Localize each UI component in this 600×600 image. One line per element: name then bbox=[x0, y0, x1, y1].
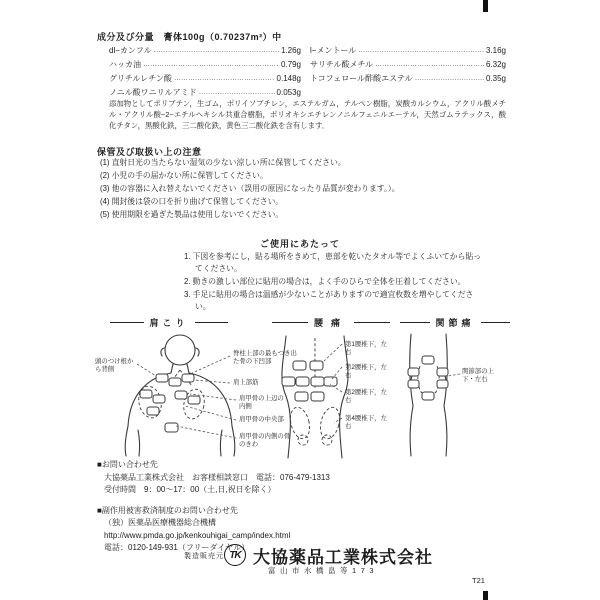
shoulder-label-neck-base: 頭のつけ根から背側 bbox=[95, 358, 134, 373]
shoulder-label-scapula-upper-inner: 肩甲骨の上辺の内側 bbox=[239, 395, 284, 410]
diagram-title-shoulder bbox=[110, 316, 228, 329]
dot-leader bbox=[174, 71, 275, 85]
registration-mark-bottom bbox=[483, 591, 488, 600]
ingredients-heading-text: 成分及び分量 bbox=[97, 32, 155, 42]
joint-label-around-joint: 関節部の上下・左右 bbox=[462, 368, 494, 383]
back-label-l2-inner: 第2腰椎下，左右 bbox=[345, 364, 387, 379]
spacer bbox=[97, 497, 507, 505]
storage-item: (2) 小児の手の届かない所に保管してください。 bbox=[100, 171, 268, 180]
ingredient-name: サリチル酸メチル bbox=[310, 60, 374, 69]
ingredient-row bbox=[109, 85, 301, 99]
storage-item: (4) 開封後は袋の口を折り曲げて保管してください。 bbox=[100, 197, 284, 206]
ingredient-row bbox=[310, 43, 506, 57]
ingredients-column-right bbox=[310, 43, 506, 85]
ingredient-name: dl−カンフル bbox=[109, 46, 152, 55]
storage-item: (5) 使用期限を過ぎた製品は使用しないでください。 bbox=[100, 210, 284, 219]
title-rule bbox=[110, 322, 144, 323]
storage-heading: 保管及び取扱い上の注意 bbox=[97, 147, 202, 157]
title-rule bbox=[400, 322, 430, 323]
pmda-phone-line: 電話：0120-149-931（フリーダイヤル） bbox=[104, 543, 250, 552]
ingredient-amount: 0.148g bbox=[276, 74, 301, 83]
ingredient-row bbox=[109, 57, 301, 71]
diagram-title-joint bbox=[400, 316, 510, 329]
pmda-name-line: （独）医薬品医療機器総合機構 bbox=[104, 518, 216, 527]
ingredient-name: ノニル酸ワニリルアミド bbox=[109, 88, 197, 97]
shoulder-label-scapula-inner-edge: 肩甲骨の内側の骨のきわ bbox=[239, 433, 291, 448]
title-rule bbox=[354, 322, 390, 323]
usage-item: 2. 動きの激しい部位に貼用の場合は，よく手のひらで全体を圧着してください。 bbox=[184, 277, 466, 286]
ingredient-amount: 6.32g bbox=[485, 60, 506, 69]
usage-item: 3. 手足に貼用の場合は温感が少ないことがありますので適宜枚数を増やしてください。 bbox=[184, 290, 474, 311]
contact-section bbox=[97, 459, 507, 555]
usage-list bbox=[184, 251, 484, 314]
tk-logo-text: TK bbox=[229, 549, 241, 561]
ingredient-name: グリチルレチン酸 bbox=[109, 74, 172, 83]
maker-label: 製造販売元 bbox=[184, 553, 224, 560]
usage-heading: ご使用にあたって bbox=[259, 239, 340, 249]
ingredient-amount: 0.053g bbox=[276, 88, 301, 97]
company-name: 大協薬品工業株式会社 bbox=[253, 548, 433, 567]
dot-leader bbox=[415, 71, 484, 85]
contact-company-line: 大協薬品工業株式会社 お客様相談窓口 電話：076-479-1313 bbox=[104, 472, 330, 482]
diagram-title-back bbox=[272, 316, 390, 329]
dot-leader bbox=[154, 43, 279, 57]
contact-hours-line: 受付時間 9：00～17：00（土,日,祝日を除く） bbox=[104, 485, 276, 494]
body-diagrams-svg bbox=[90, 330, 520, 460]
shoulder-label-spine-notch: 脊柱上部の最もつき出た骨の下凹部 bbox=[233, 350, 297, 365]
ingredient-row bbox=[109, 71, 301, 85]
relief-system-heading: ■副作用被害救済制度のお問い合わせ先 bbox=[97, 505, 238, 515]
ingredient-amount: 3.16g bbox=[485, 46, 506, 55]
plate-code: T21 bbox=[472, 576, 485, 585]
company-address: 富山市水橋畠等173 bbox=[268, 566, 379, 575]
ingredient-name: トコフェロール酢酸エステル bbox=[310, 74, 413, 83]
pmda-url-line: http://www.pmda.go.jp/kenkouhigai_camp/index.html bbox=[104, 530, 291, 540]
ingredients-heading-spec: 膏体100g（0.70237m²）中 bbox=[163, 32, 282, 42]
joint-title-text: 関節痛 bbox=[435, 318, 475, 328]
ingredient-name: l−メントール bbox=[310, 46, 357, 55]
shoulder-title-text: 肩こり bbox=[149, 318, 189, 328]
contact-heading: ■お問い合わせ先 bbox=[97, 460, 158, 469]
ingredient-row bbox=[310, 71, 506, 85]
shoulder-figure bbox=[125, 335, 236, 456]
back-label-l4: 第4腰椎下，左右 bbox=[345, 415, 387, 430]
knee-figure bbox=[408, 334, 460, 456]
storage-list bbox=[100, 156, 510, 221]
dot-leader bbox=[358, 43, 484, 57]
shoulder-label-upper-shoulder: 肩上部筋 bbox=[233, 379, 259, 386]
ingredient-row bbox=[109, 43, 301, 57]
ingredient-amount: 0.79g bbox=[280, 60, 301, 69]
ingredients-column-left bbox=[109, 43, 301, 99]
storage-item: (1) 直射日光の当たらない湿気の少ない涼しい所に保管してください。 bbox=[100, 158, 346, 167]
title-rule bbox=[272, 322, 308, 323]
back-label-l1: 第1腰椎下，左右 bbox=[345, 341, 387, 356]
dot-leader bbox=[199, 85, 275, 99]
tk-logo bbox=[224, 544, 246, 566]
storage-item: (3) 他の容器に入れ替えないでください（誤用の原因になったり品質が変わります。）。 bbox=[100, 184, 400, 193]
title-rule bbox=[481, 322, 511, 323]
ingredient-row bbox=[310, 57, 506, 71]
ingredient-amount: 0.35g bbox=[485, 74, 506, 83]
shoulder-label-scapula-center: 肩甲骨の中央部 bbox=[239, 416, 284, 423]
dot-leader bbox=[375, 57, 484, 71]
back-label-l2-outer: 第2腰椎下，左右 bbox=[345, 389, 387, 404]
ingredient-name: ハッカ油 bbox=[109, 60, 141, 69]
registration-mark-top bbox=[483, 0, 488, 12]
back-title-text: 腰痛 bbox=[314, 318, 349, 328]
ingredient-amount: 1.26g bbox=[280, 46, 301, 55]
dot-leader bbox=[143, 57, 279, 71]
additives-paragraph: 添加物としてポリブテン，生ゴム，ポリイソブチレン，エステルガム，テルペン樹脂，炭酸カルシウム，アクリル酸メチル・アクリル酸−2−エチルヘキシル共重合樹脂，ポリオキシエチレンノニルフェニルエーテル，天然ゴムラテックス，酸化チタン，黒酸化鉄，三二酸化鉄，黄色三二酸化鉄を含有します． bbox=[109, 99, 506, 130]
usage-item: 1. 下図を参考にし，貼る場所をきめて，患部を乾いたタオル等でよくふいてから貼ってください。 bbox=[184, 252, 481, 273]
ingredients-heading bbox=[97, 30, 282, 43]
title-rule bbox=[195, 322, 229, 323]
